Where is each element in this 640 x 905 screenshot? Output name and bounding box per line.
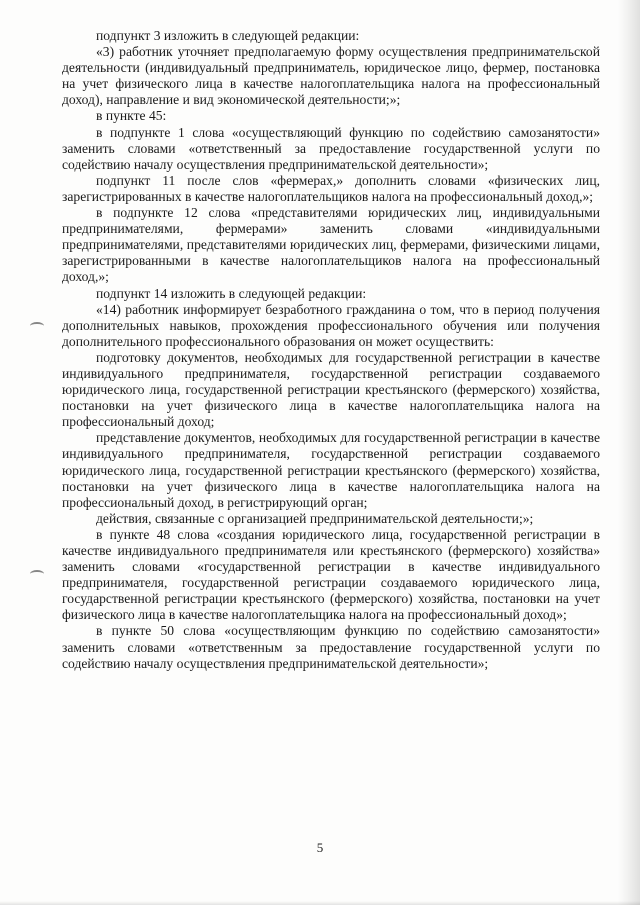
paragraph: действия, связанные с организацией предпринимательской деятельности;»;	[96, 510, 534, 526]
paragraph: в подпункте 1 слова «осуществляющий функцию по содействию самозанятости» заменить словами «ответственный за предоставление государственной услуги по содействию началу осуществления предпринимательской деятельности»;	[62, 124, 600, 172]
paragraph: подпункт 11 после слов «фермерах,» дополнить словами «физических лиц, зарегистрированных в качестве налогоплательщиков налога на профессиональный доход,»;	[62, 172, 600, 204]
scan-shadow-edge	[618, 0, 640, 905]
paragraph: подпункт 14 изложить в следующей редакции:	[96, 285, 367, 301]
paragraph: в пункте 45:	[96, 108, 167, 124]
paragraph: подготовку документов, необходимых для государственной регистрации в качестве индивидуального предпринимателя, государственной регистрации создаваемого юридического лица, государственной регистрации крестьянского (фермерского) хозяйства, постановки на учет физического лица в качестве налогоплательщика налога на профессиональный доход;	[62, 349, 600, 430]
margin-pencil-mark	[30, 570, 44, 578]
page-number: 5	[316, 840, 324, 855]
margin-pencil-mark	[30, 322, 44, 330]
paragraph: представление документов, необходимых для государственной регистрации в качестве индивидуального предпринимателя, государственной регистрации создаваемого юридического лица, государственной регистрации крестьянского (фермерского) хозяйства, постановки на учет физического лица в качестве налогоплательщика налога на профессиональный доход, в регистрирующий орган;	[62, 430, 600, 510]
paragraph: подпункт 3 изложить в следующей редакции:	[96, 28, 360, 43]
paragraph: в пункте 50 слова «осуществляющим функцию по содействию самозанятости» заменить словами «ответственным за предоставление государственной услуги по содействию началу осуществления предпринимательской деятельности»;	[62, 623, 600, 671]
scan-bottom-edge	[0, 901, 640, 905]
paragraph: «3) работник уточняет предполагаемую форму осуществления предпринимательской деятельности (индивидуальный предприниматель, юридическое лицо, фермер, постановка на учет физического лица в качестве налогоплательщика налога на профессиональный доход), направление и вид экономической деятельности;»;	[62, 44, 600, 108]
paragraph: в подпункте 12 слова «представителями юридических лиц, индивидуальными предпринимателями, фермерами» заменить словами «индивидуальными предпринимателями, представителями юридических лиц, фермерами, физическими лицами, зарегистрированными в качестве налогоплательщиков налога на профессиональный доход,»;	[62, 205, 600, 285]
paragraph: «14) работник информирует безработного гражданина о том, что в период получения дополнительных навыков, прохождения профессионального обучения или получения дополнительного профессионального образования он может осуществить:	[62, 301, 600, 349]
paragraph: в пункте 48 слова «создания юридического лица, государственной регистрации в качестве индивидуального предпринимателя или крестьянского (фермерского) хозяйства» заменить словами «государственной регистрации в качестве индивидуального предпринимателя, государственной регистрации создаваемого юридического лица, государственной регистрации крестьянского (фермерского) хозяйства, постановки на учет физического лица в качестве налогоплательщика налога на профессиональный доход»;	[62, 526, 600, 623]
document-body	[62, 28, 600, 672]
